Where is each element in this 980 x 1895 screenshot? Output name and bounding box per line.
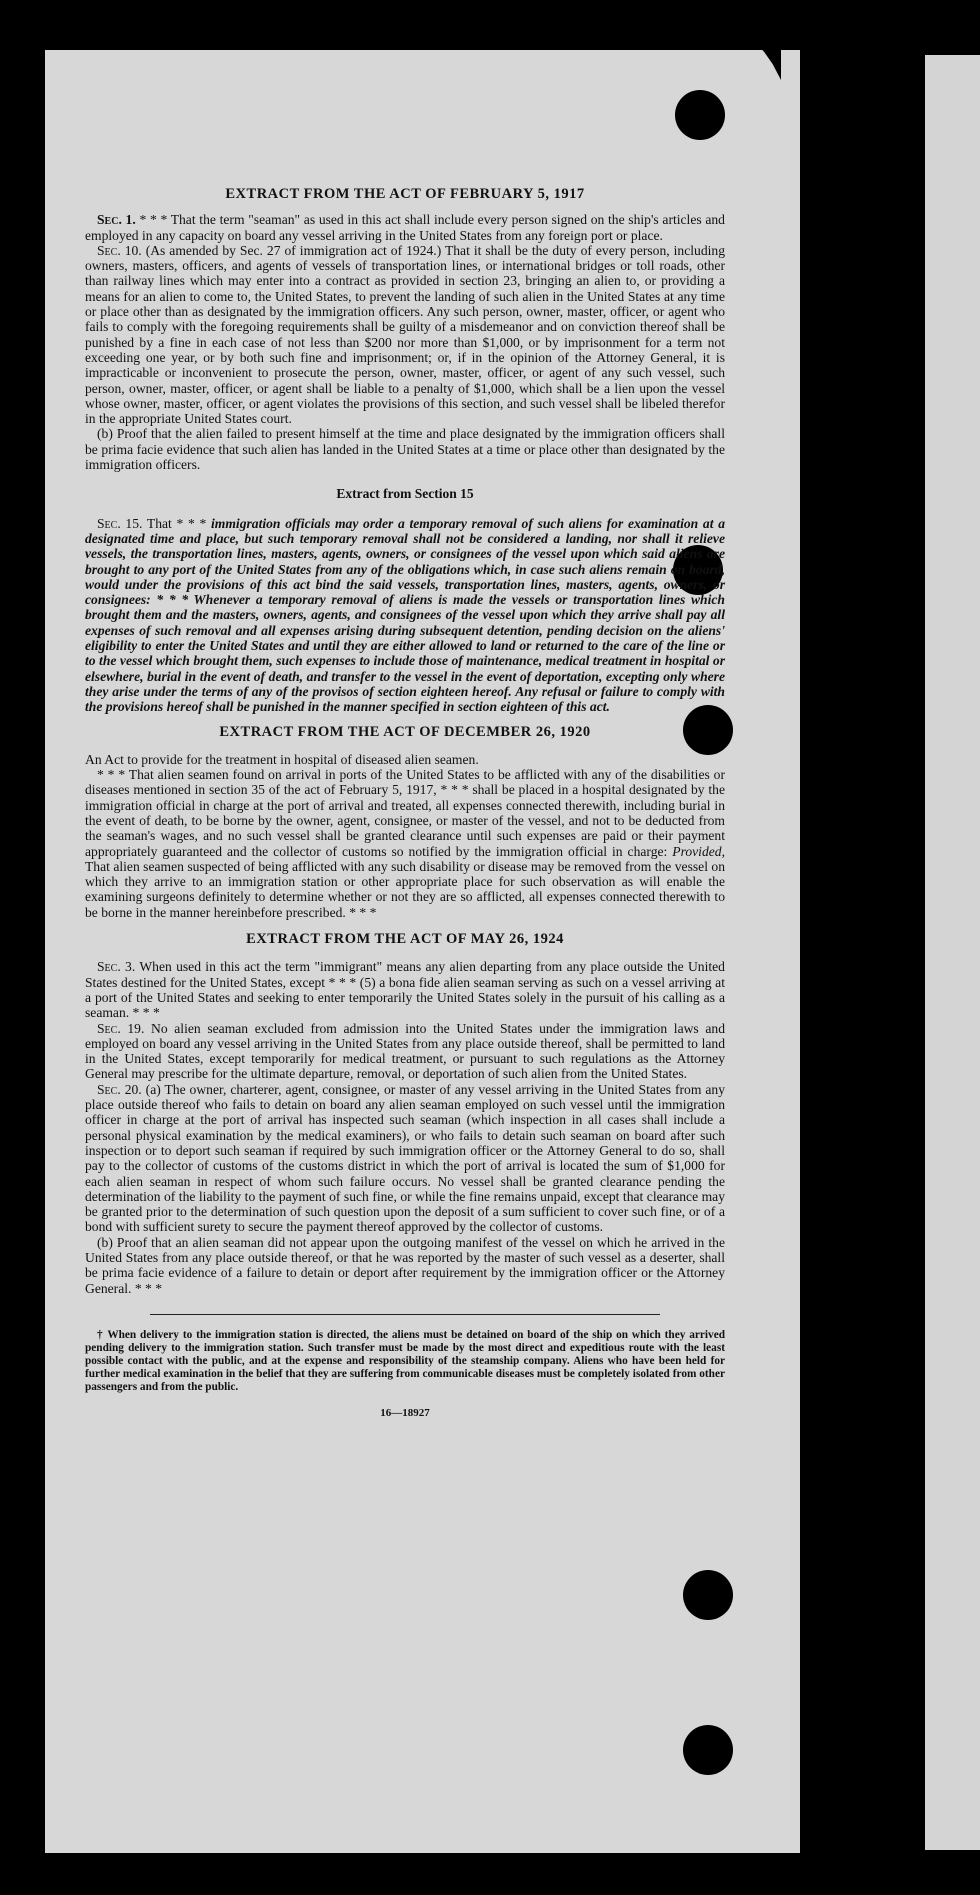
sec-label: Sec. 15. [97, 515, 143, 531]
sec-label: Sec. 19. [97, 1020, 145, 1036]
paragraph-italic-text: immigration officials may order a temporary removal of such aliens for examination at a designated time and place, but such temporary removal shall not be considered a landing, nor shall it relieve vessels, the transportation lines, masters, agents, owners, or consignees of the vessel upon which said aliens are brought to any port of the United States from any of the obligations which, in case such aliens remain on board, would under the provisions of this act bind the said vessels, transportation lines, masters, agents, owners, or consignees: * * * Whenever a temporary removal of aliens is made the vessels or transportation lines which brought them and the masters, owners, agents, and consignees of the vessel upon which they arrive shall pay all expenses of such removal and all expenses arising during subsequent detention, pending decision on the aliens' eligibility to enter the United States and until they are either allowed to land or returned to the care of the line or to the vessel which brought them, such expenses to include those of maintenance, medical treatment in hospital or elsewhere, burial in the event of death, and transfer to the vessel in the event of deportation, excepting only where they arise under the terms of any of the provisos of section eighteen hereof. Any refusal or failure to comply with the provisions hereof shall be punished in the manner specified in section eighteen of this act. [85, 515, 725, 715]
document-body [85, 135, 725, 1421]
heading-act-feb-1917: EXTRACT FROM THE ACT OF FEBRUARY 5, 1917 [225, 186, 585, 202]
footnote-divider [150, 1314, 660, 1315]
paragraph-sec-19 [85, 1021, 725, 1082]
adjacent-sheet-edge [925, 55, 980, 1850]
punch-hole-4 [683, 1725, 733, 1775]
footnote: † When delivery to the immigration station is directed, the aliens must be detained on board of the ship on which they arrived pending delivery to the immigration station. Such transfer must be made by the most direct and expeditious route with the least possible contact with the public, and at the expense and responsibility of the steamship company. Aliens who have been held for further medical examination in the belief that they are suffering from communicable diseases must be completely isolated from other passengers and from the public. [85, 1328, 725, 1393]
sec-label: Sec. 20. [97, 1081, 142, 1097]
paragraph-text: When used in this act the term "immigrant" means any alien departing from any place outside the United States destined for the United States, except * * * (5) a bona fide alien seaman serving as such on a vessel arriving at a port of the United States and seeking to enter temporarily the United States solely in the pursuit of his calling as a seaman. * * * [85, 959, 725, 1021]
paragraph-proof-b: (b) Proof that the alien failed to present himself at the time and place designated by the immigration officers shall be prima facie evidence that such alien has landed in the United States at a time or place other than designated by the immigration officers. [85, 426, 725, 473]
heading-act-dec-1920: EXTRACT FROM THE ACT OF DECEMBER 26, 1920 [219, 723, 591, 740]
paragraph-sec-20-b: (b) Proof that an alien seaman did not appear upon the outgoing manifest of the vessel on which he arrived in the United States from any place outside thereof, or that he was reported by the master of such vessel as a deserter, shall be prima facie evidence of a failure to detain or deport after requirement by the immigration officer or the Attorney General. * * * [85, 1234, 725, 1296]
heading-section-15: Extract from Section 15 [336, 486, 474, 502]
paragraph-text: (a) The owner, charterer, agent, consignee, or master of any vessel arriving in the United States from any place outside thereof who fails to detain on board any alien seaman employed on such vessel until the immigration officer in charge at the port of arrival has inspected such seaman (which inspection in all cases shall include a personal physical examination by the medical examiners), or who fails to detain such seaman on board after such inspection or to deport such seaman if required by such immigration officer or the Attorney General to do so, shall pay to the collector of customs of the customs district in which the port of arrival is located the sum of $1,000 for each alien seaman in respect of whom such failure occurs. No vessel shall be granted clearance pending the determination of the liability to the payment of such fine, or while the fine remains unpaid, except that clearance may be granted prior to the determination of such question upon the deposit of a sum sufficient to cover such fine, or of a bond with sufficient surety to secure the payment thereof approved by the collector of customs. [85, 1081, 725, 1235]
form-code: 16—18927 [380, 1406, 430, 1419]
paragraph-1920-body [85, 767, 725, 920]
paragraph-text: (As amended by Sec. 27 of immigration act of 1924.) That it shall be the duty of every person, including owners, masters, officers, and agents of vessels of transportation lines, or international bridges or toll roads, other than railway lines which may enter into a contract as provided in section 23, bringing an alien to, or providing a means for an alien to come to, the United States, to prevent the landing of such alien in the United States at any time or place other than as designated by the immigration officers. Any such person, owner, master, officer, or agent who fails to comply with the foregoing requirements shall be guilty of a misdemeanor and on conviction thereof shall be punished by a fine in each case of not less than $200 nor more than $1,000, or by imprisonment for a term not exceeding one year, or by both such fine and imprisonment; or, if in the opinion of the Attorney General, it is impracticable or inconvenient to prosecute the person, owner, master, officer, or agent of any such vessel, such person, owner, master, officer, or agent shall be liable to a penalty of $1,000, which shall be a lien upon the vessel whose owner, master, officer, or agent violates the provisions of this section, and such vessel shall be libeled therefor in the appropriate United States court. [85, 242, 725, 427]
paragraph-text: That alien seamen suspected of being afflicted with any such disability or disease may be removed from the vessel on which they arrive to an immigration station or other appropriate place for such observation as will enable the examining surgeons definitely to determine whether or not they are so afflicted, all expenses connected therewith to be borne in the manner hereinbefore prescribed. * * * [85, 858, 725, 920]
paragraph-text: No alien seaman excluded from admission into the United States under the immigration laws and employed on board any vessel arriving in the United States from any place outside thereof, shall be permitted to land in the United States, except temporarily for medical treatment, or pursuant to such regulations as the Attorney General may prescribe for the ultimate departure, removal, or deportation of such alien from the United States. [85, 1020, 725, 1082]
heading-act-may-1924: EXTRACT FROM THE ACT OF MAY 26, 1924 [246, 931, 564, 948]
paragraph-sec-20 [85, 1082, 725, 1235]
sec-label: Sec. 1. [97, 212, 136, 228]
paragraph-text: * * * That the term "seaman" as used in this act shall include every person signed on the ship's articles and employed in any capacity on board any vessel arriving in the United States from any foreign port or place. [85, 212, 725, 243]
paragraph-sec-3 [85, 959, 725, 1020]
sec-label: Sec. 10. [97, 242, 142, 258]
paragraph-text: That * * * [142, 515, 211, 531]
paragraph-sec-10 [85, 243, 725, 427]
paragraph-act-title: An Act to provide for the treatment in hospital of diseased alien seamen. [85, 751, 479, 767]
paragraph-sec-1 [85, 212, 725, 243]
paragraph-sec-15 [85, 516, 725, 715]
punch-hole-3 [683, 1570, 733, 1620]
punch-hole-top [675, 90, 725, 140]
sec-label: Sec. 3. [97, 959, 136, 975]
proviso-label: Provided, [672, 843, 725, 859]
paragraph-text: * * * That alien seamen found on arrival in ports of the United States to be afflicted with any of the disabilities or diseases mentioned in section 35 of the act of February 5, 1917, * * * shall be placed in a hospital designated by the immigration official in charge at the port of arrival and treated, all expenses connected therewith, including burial in the event of death, to be borne by the owner, agent, consignee, or master of the vessel, and not to be deducted from the seaman's wages, and no such vessel shall be granted clearance until such expenses are paid or their payment appropriately guaranteed and the collector of customs so notified by the immigration official in charge: [85, 767, 725, 859]
